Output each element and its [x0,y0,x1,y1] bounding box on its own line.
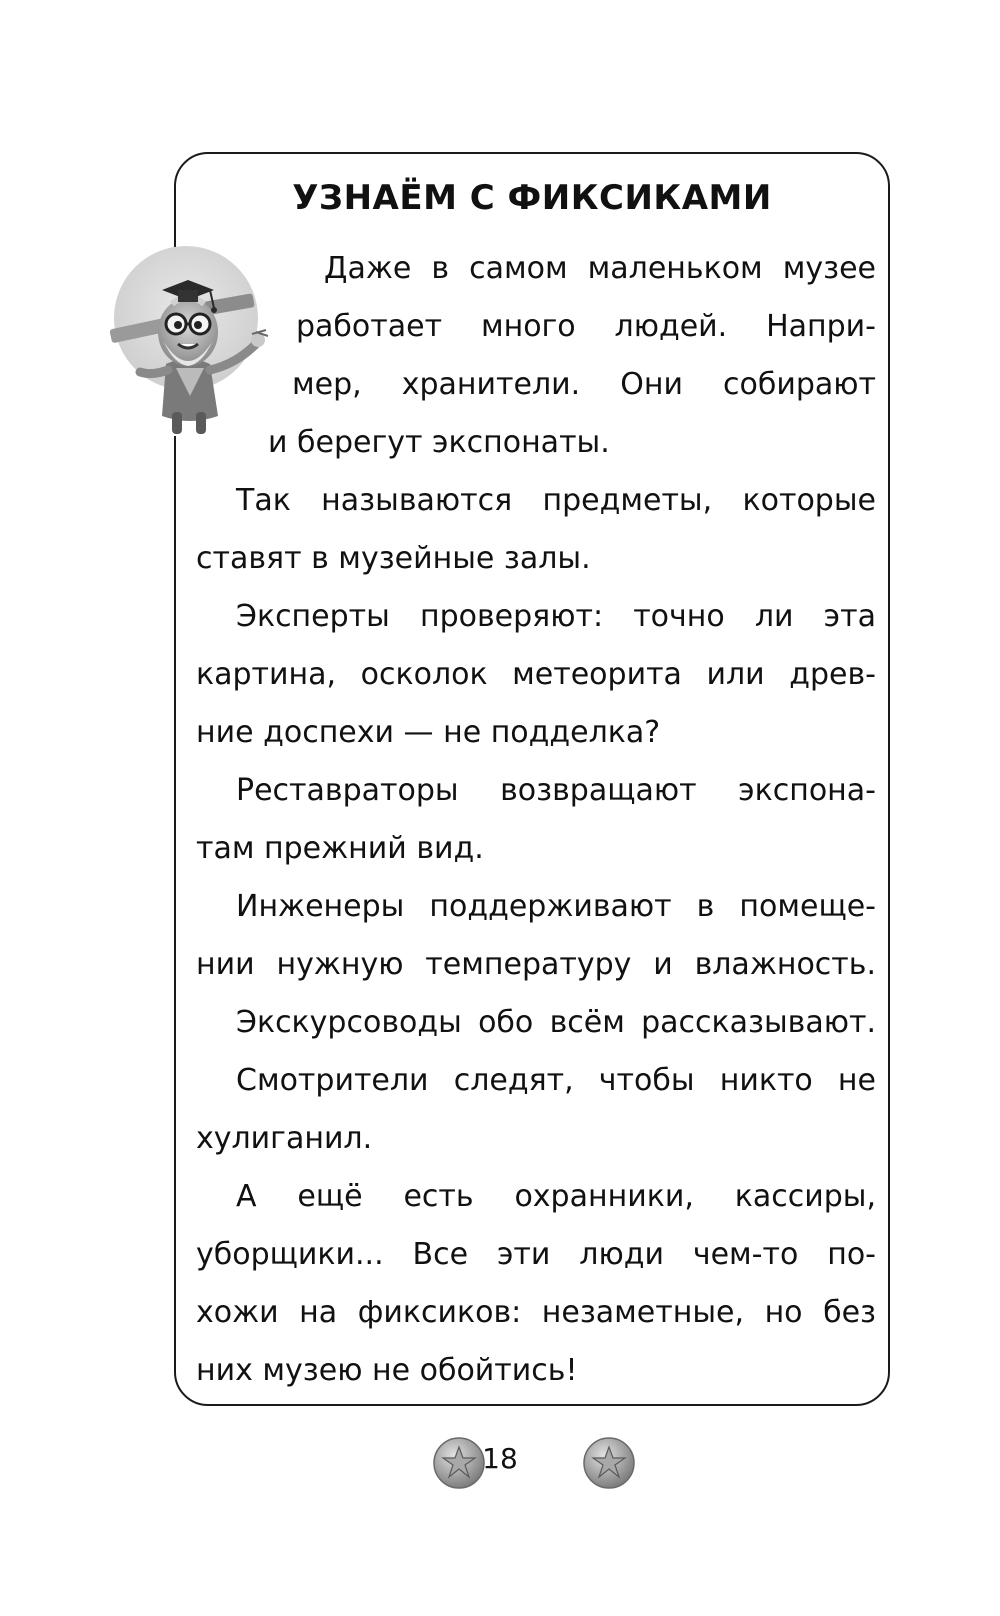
section-title: УЗНАЁМ С ФИКСИКАМИ [292,178,772,218]
text-line: уборщики... Все эти люди чем-то по- [196,1237,876,1272]
text-line: Даже в самом маленьком музее [324,251,876,286]
text-line: Реставраторы возвращают экспона- [236,773,876,808]
text-line: хулиганил. [196,1121,373,1156]
text-line: Эксперты проверяют: точно ли эта [236,599,876,634]
text-line: Так называются предметы, которые [236,483,876,518]
text-line: Смотрители следят, чтобы никто не [236,1063,876,1098]
text-line: картина, осколок метеорита или древ- [196,657,876,692]
text-line: и берегут экспонаты. [268,425,610,460]
text-line: хожи на фиксиков: незаметные, но без [196,1295,876,1330]
screw-star-icon [582,1436,636,1490]
page-number: 18 [482,1442,518,1475]
page-footer [0,1428,1000,1498]
text-line: А ещё есть охранники, кассиры, [236,1179,876,1214]
text-line: там прежний вид. [196,831,484,866]
text-line: ставят в музейные залы. [196,541,591,576]
text-line: ние доспехи — не подделка? [196,715,661,750]
text-line: нии нужную температуру и влажность. [196,947,876,982]
text-line: Экскурсоводы обо всём рассказывают. [236,1005,876,1040]
text-line: Инженеры поддерживают в помеще- [236,889,876,924]
text-line: мер, хранители. Они собирают [292,367,876,402]
text-line: них музею не обойтись! [196,1353,578,1388]
article-text [196,240,876,1400]
text-line: работает много людей. Напри- [296,309,876,344]
